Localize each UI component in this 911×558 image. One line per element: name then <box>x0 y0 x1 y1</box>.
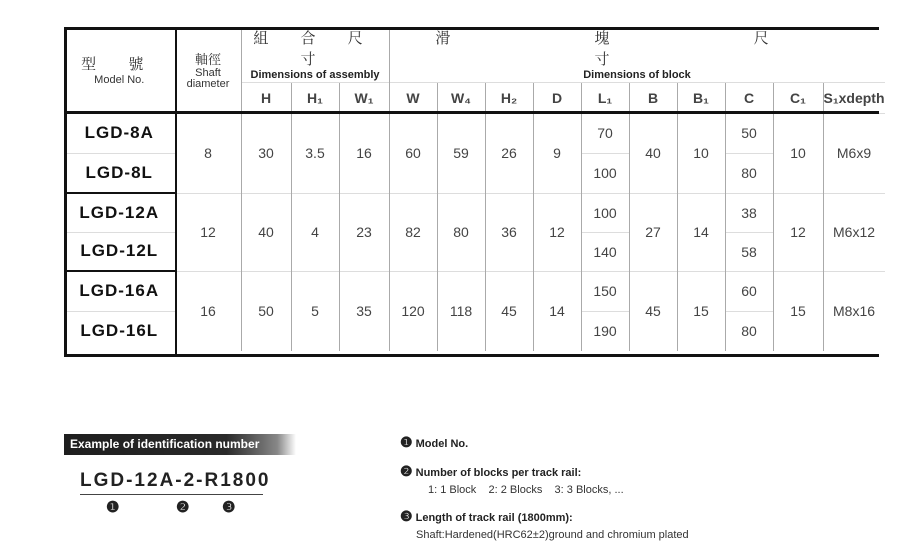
col-l1: L₁ <box>581 82 629 113</box>
model-cell: LGD-16L <box>64 311 175 351</box>
w1-cell: 35 <box>339 271 389 351</box>
w4-cell: 80 <box>437 193 485 271</box>
w-cell: 120 <box>389 271 437 351</box>
note-3 <box>400 508 890 525</box>
w1-cell: 16 <box>339 113 389 193</box>
note-1-marker: ❶ <box>400 434 413 450</box>
col-w4: W₄ <box>437 82 485 113</box>
shaft-header-en2: diameter <box>186 78 230 91</box>
example-banner: Example of identification number <box>64 434 296 455</box>
table-row <box>64 271 885 311</box>
s1-cell: M6x9 <box>823 113 885 193</box>
d-cell: 12 <box>533 193 581 271</box>
spec-table <box>64 27 885 351</box>
model-cell: LGD-16A <box>64 271 175 311</box>
col-w1: W₁ <box>339 82 389 113</box>
example-underline <box>80 494 263 495</box>
col-d: D <box>533 82 581 113</box>
col-w: W <box>389 82 437 113</box>
shaft-header <box>175 27 241 113</box>
notes-block <box>400 434 890 541</box>
l1-cell: 70 <box>581 113 629 153</box>
block-header-en: Dimensions of block <box>583 69 691 82</box>
d-cell: 9 <box>533 113 581 193</box>
s1-cell: M6x12 <box>823 193 885 271</box>
h2-cell: 26 <box>485 113 533 193</box>
block-header <box>389 27 885 82</box>
h-cell: 40 <box>241 193 291 271</box>
c1-cell: 15 <box>773 271 823 351</box>
l1-cell: 100 <box>581 153 629 193</box>
d-cell: 14 <box>533 271 581 351</box>
note-3-text: Length of track rail (1800mm): <box>415 512 573 524</box>
l1-cell: 140 <box>581 232 629 271</box>
note-2-text: Number of blocks per track rail: <box>415 467 582 479</box>
col-h1: H₁ <box>291 82 339 113</box>
note-3-sub: Shaft:Hardened(HRC62±2)ground and chromium plated <box>416 529 689 541</box>
c-cell: 38 <box>725 193 773 232</box>
col-h2: H₂ <box>485 82 533 113</box>
shaft-cell: 8 <box>175 113 241 193</box>
note-3-marker: ❸ <box>400 508 413 524</box>
h1-cell: 4 <box>291 193 339 271</box>
assembly-header-cjk: 組 合 尺 寸 <box>253 30 377 69</box>
c-cell: 60 <box>725 271 773 311</box>
l1-cell: 190 <box>581 311 629 351</box>
example-code: LGD-12A-2-R1800 <box>80 470 271 491</box>
col-c1: C₁ <box>773 82 823 113</box>
h2-cell: 45 <box>485 271 533 351</box>
table-left-rule <box>64 27 67 357</box>
note-1 <box>400 434 890 451</box>
b1-cell: 14 <box>677 193 725 271</box>
c-cell: 80 <box>725 153 773 193</box>
table-row <box>64 113 885 153</box>
w-cell: 60 <box>389 113 437 193</box>
example-marker-1: ❶ <box>106 499 120 516</box>
col-c: C <box>725 82 773 113</box>
w-cell: 82 <box>389 193 437 271</box>
block-header-cjk: 滑 塊 尺 寸 <box>435 30 839 69</box>
col-h: H <box>241 82 291 113</box>
note-1-text: Model No. <box>415 438 469 450</box>
c-cell: 50 <box>725 113 773 153</box>
h-cell: 50 <box>241 271 291 351</box>
col-b1: B₁ <box>677 82 725 113</box>
note-2 <box>400 463 890 480</box>
model-header-en: Model No. <box>94 74 145 87</box>
l1-cell: 150 <box>581 271 629 311</box>
h1-cell: 5 <box>291 271 339 351</box>
b-cell: 40 <box>629 113 677 193</box>
model-cell: LGD-12A <box>64 193 175 232</box>
model-cell: LGD-8L <box>64 153 175 193</box>
col-s1depth: S₁xdepth <box>823 82 885 113</box>
b1-cell: 15 <box>677 271 725 351</box>
example-marker-2: ❷ <box>176 499 190 516</box>
table-row <box>64 193 885 232</box>
w1-cell: 23 <box>339 193 389 271</box>
s1-cell: M8x16 <box>823 271 885 351</box>
shaft-header-en1: Shaft <box>195 67 221 80</box>
b-cell: 27 <box>629 193 677 271</box>
assembly-header <box>241 27 389 82</box>
example-marker-3: ❸ <box>222 499 236 516</box>
w4-cell: 59 <box>437 113 485 193</box>
shaft-header-cjk: 軸徑 <box>194 52 221 68</box>
header-bottom-rule <box>64 111 879 114</box>
assembly-header-en: Dimensions of assembly <box>250 69 380 82</box>
note-2-marker: ❷ <box>400 463 413 479</box>
b-cell: 45 <box>629 271 677 351</box>
c1-cell: 12 <box>773 193 823 271</box>
h-cell: 30 <box>241 113 291 193</box>
w4-cell: 118 <box>437 271 485 351</box>
c-cell: 58 <box>725 232 773 271</box>
model-cell: LGD-8A <box>64 113 175 153</box>
model-header <box>64 27 175 113</box>
note-2-options: 1: 1 Block 2: 2 Blocks 3: 3 Blocks, ... <box>428 484 624 496</box>
b1-cell: 10 <box>677 113 725 193</box>
h1-cell: 3.5 <box>291 113 339 193</box>
model-column-rule <box>175 27 177 357</box>
col-b: B <box>629 82 677 113</box>
model-header-cjk: 型 號 <box>81 56 158 74</box>
l1-cell: 100 <box>581 193 629 232</box>
h2-cell: 36 <box>485 193 533 271</box>
shaft-cell: 12 <box>175 193 241 271</box>
c-cell: 80 <box>725 311 773 351</box>
c1-cell: 10 <box>773 113 823 193</box>
shaft-cell: 16 <box>175 271 241 351</box>
model-cell: LGD-12L <box>64 232 175 271</box>
